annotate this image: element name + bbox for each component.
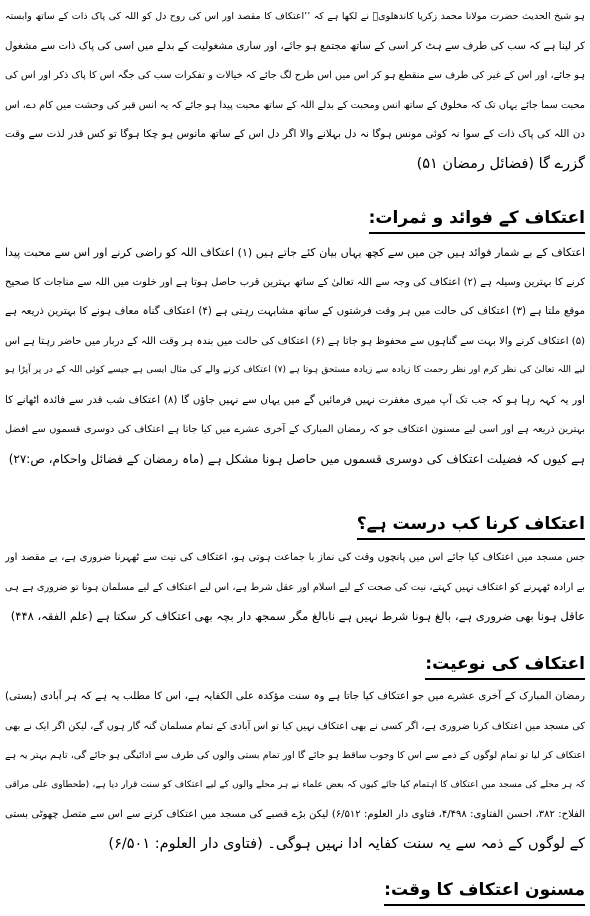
text-line: ہو شیخ الحدیث حضرت مولانا محمد زکریا کاندھلویؒ نے لکھا ہے کہ ’’اعتکاف کا مقصد اور اس کی روح دل کو اللہ کی پاک ذات کے ساتھ وابستہ	[5, 11, 585, 22]
text-line: عاقل ہونا بھی ضروری ہے، بالغ ہونا شرط نہیں ہے نابالغ مگر سمجھ دار بچہ بھی اعتکاف کر سکتا ہے (علم الفقہ، ۴۴۸)	[10, 609, 585, 623]
text-line: کرنے کا بہترین وسیلہ ہے (۲) اعتکاف کی وجہ سے اللہ تعالیٰ کے ساتھ بہترین قرب حاصل ہوتا ہے اور خلوت میں اللہ سے مناجات کا صحیح	[5, 276, 585, 288]
text-line: دن اللہ کی پاک ذات کے سوا نہ کوئی مونس ہوگا نہ دل بہلانے والا اگر دل اس کے ساتھ مانوس ہو چکا ہوگا تو کس قدر لذت سے وقت	[5, 128, 585, 140]
text-line: ہو جائے، اور اس کے غیر کی طرف سے منقطع ہو کر اس میں اس طرح لگ جائے کہ خیالات و تفکرات سب کی جگہ اس کا پاک ذکر اور اس کی	[5, 70, 585, 81]
text-line: الفلاح: ۳۸۲، احسن الفتاوی: ۴/۴۹۸، فتاوی دار العلوم: ۶/۵۱۲) لیکن بڑے قصبے کی مسجد میں اعتکاف کرنے سے اس سے متصل چھوٹی بستی	[5, 809, 585, 820]
text-line: کر لینا ہے کہ سب کی طرف سے ہٹ کر اسی کے ساتھ مجتمع ہو جائے، اور ساری مشغولیت کے بدلے میں اسی کی پاک ذات سے مشغول	[5, 39, 585, 52]
text-line: موقع ملتا ہے (۳) اعتکاف کی حالت میں ہر وقت فرشتوں کے ساتھ مشابہت رہتی ہے (۴) اعتکاف گناہ معاف ہونے کا بہترین ذریعہ ہے	[5, 305, 585, 317]
benefits-paragraph	[5, 238, 585, 474]
text-line: محبت سما جائے یہاں تک کہ مخلوق کے ساتھ انس ومحبت کے بدلے اللہ کے ساتھ محبت پیدا ہو جائے کہ یہ انس قبر کی وحشت میں کام دے، اس	[5, 99, 585, 111]
text-line: اور یہ کہہ رہا ہو کہ جب تک آپ میری مغفرت نہیں فرمائیں گے میں یہاں سے نہیں جاؤں گا (۸) اعتکاف شب قدر سے فائدہ اٹھانے کا	[5, 393, 585, 406]
nature-paragraph	[5, 682, 585, 859]
text-line: بہترین ذریعہ ہے اور اسی لیے مسنون اعتکاف جو کہ رمضان المبارک کے آخری عشرے میں کیا جاتا ہے اعتکاف کی دوسری قسموں سے افضل	[5, 424, 585, 435]
text-line: رمضان المبارک کے آخری عشرے میں جو اعتکاف کیا جاتا ہے وہ سنت مؤکدہ علی الکفایہ ہے، اس کا مطلب یہ ہے کہ ہر آبادی (بستی)	[5, 690, 585, 702]
text-line: گزرے گا (فضائل رمضان ۵۱)	[416, 155, 585, 172]
text-line: اعتکاف کے بے شمار فوائد ہیں جن میں سے کچھ یہاں بیان کئے جاتے ہیں (۱) اعتکاف اللہ کو راضی کرنے اور اس سے محبت پیدا	[5, 246, 585, 259]
text-line: اعتکاف کر لیا تو تمام لوگوں کے ذمے سے اس کا وجوب ساقط ہو جائے گا اور تمام بستی والوں کی طرف سے ادائیگی ہو جائے گی، تاہم بہتر یہ ہے	[5, 750, 585, 761]
text-line: بے ارادہ ٹھہرنے کو اعتکاف نہیں کہتے، نیت کی صحت کے لیے اسلام اور عقل شرط ہے، اس لیے اعتکاف کے لیے مسلمان ہونا تو ضروری ہے ہی	[5, 581, 585, 593]
text-line: کی مسجد میں اعتکاف کرنا ضروری ہے، اگر کسی نے بھی اعتکاف نہیں کیا تو اس آبادی کے تمام مسلمان گنہ گار ہوں گے، لیکن اگر ایک نے بھی	[5, 720, 585, 732]
section-heading-benefits: اعتکاف کے فوائد و ثمرات:	[369, 205, 585, 234]
text-line: ہے کیوں کہ فضیلت اعتکاف کی دوسری قسموں میں حاصل ہونا مشکل ہے (ماہ رمضان کے فضائل واحکام، ص:۲۷)	[8, 451, 585, 466]
text-line: کے لوگوں کے ذمہ سے یہ سنت کفایہ ادا نہیں ہوگی۔ (فتاوی دار العلوم: ۶/۵۰۱)	[108, 835, 585, 852]
text-line: (۵) اعتکاف کرنے والا بہت سے گناہوں سے محفوظ ہو جاتا ہے (۶) اعتکاف کی حالت میں بندہ ہر وقت اللہ کے دربار میں حاضر رہتا ہے اس	[5, 335, 585, 347]
validity-paragraph	[5, 543, 585, 632]
section-heading-validity: اعتکاف کرنا کب درست ہے؟	[357, 511, 585, 540]
text-line: لیے اللہ تعالیٰ کی نظر کرم اور نظر رحمت کا زیادہ سے زیادہ مستحق ہوتا ہے (۷) اعتکاف کرنے والے کی مثال ایسی ہے جیسے کوئی اللہ کے در پر آپڑا ہو	[5, 365, 585, 375]
section-heading-time: مسنون اعتکاف کا وقت:	[384, 877, 585, 906]
text-line: جس مسجد میں اعتکاف کیا جائے اس میں پانچوں وقت کی نماز با جماعت ہوتی ہو، اعتکاف کی نیت سے ٹھہرنا ضروری ہے، بے مقصد اور	[5, 552, 585, 563]
text-line: کہ ہر محلے کی مسجد میں اعتکاف کا اہتمام کیا جائے کیوں کہ بعض علماء نے ہر محلے والوں کے لیے اعتکاف کو سنت قرار دیا ہے، (طحطاوی علی مراقی	[5, 779, 585, 790]
intro-paragraph	[5, 2, 585, 179]
section-heading-nature: اعتکاف کی نوعیت:	[425, 651, 585, 680]
